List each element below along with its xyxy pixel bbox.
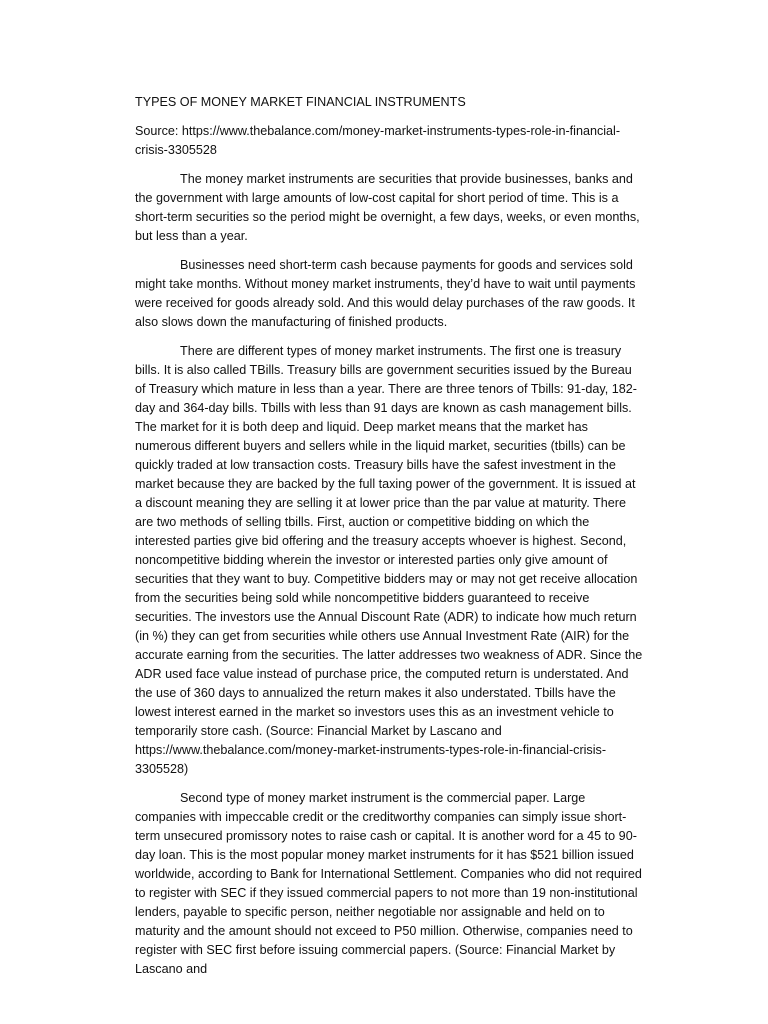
- document-title: TYPES OF MONEY MARKET FINANCIAL INSTRUMENTS: [135, 95, 466, 109]
- document-body: [135, 93, 643, 989]
- paragraph-intro: The money market instruments are securities that provide businesses, banks and the government with large amounts of low-cost capital for short period of time. This is a short-term securities so the period might be overnight, a few days, weeks, or even months, but less than a year.: [135, 172, 640, 243]
- paragraph-commercial-paper: Second type of money market instrument is the commercial paper. Large companies with impeccable credit or the creditworthy companies can simply issue short-term unsecured promissory notes to raise cash or capital. It is another word for a 45 to 90-day loan. This is the most popular money market instruments for it has $521 billion issued worldwide, according to Bank for International Settlement. Companies who did not required to register with SEC if they issued commercial papers to not more than 19 non-institutional lenders, payable to specific person, neither negotiable nor assignable and held on to maturity and the amount should not exceed to P50 million. Otherwise, companies need to register with SEC first before issuing commercial papers. (Source: Financial Market by Lascano and: [135, 791, 642, 976]
- paragraph-short-term-cash: Businesses need short-term cash because payments for goods and services sold might take months. Without money market instruments, they’d have to wait until payments were received for goods already sold. And this would delay purchases of the raw goods. It also slows down the manufacturing of finished products.: [135, 258, 636, 329]
- paragraph-treasury-bills: There are different types of money market instruments. The first one is treasury bills. It is also called TBills. Treasury bills are government securities issued by the Bureau of Treasury which mature in less than a year. There are three tenors of Tbills: 91-day, 182-day and 364-day bills. Tbills with less than 91 days are known as cash management bills. The market for it is both deep and liquid. Deep market means that the market has numerous different buyers and sellers while in the liquid market, securities (tbills) can be quickly traded at low transaction costs. Treasury bills have the safest investment in the market because they are backed by the full taxing power of the government. It is issued at a discount meaning they are selling it at lower price than the par value at maturity. There are two methods of selling tbills. First, auction or competitive bidding on which the interested parties give bid offering and the treasury accepts whoever is highest. Second, noncompetitive bidding wherein the investor or interested parties only give amount of securities that they want to buy. Competitive bidders may or may not get receive allocation from the securities being sold while noncompetitive bidders guaranteed to receive securities. The investors use the Annual Discount Rate (ADR) to indicate how much return (in %) they can get from securities while others use Annual Investment Rate (AIR) for the accurate earning from the securities. The latter addresses two weakness of ADR. Since the ADR used face value instead of purchase price, the computed return is understated. And the use of 360 days to annualized the return makes it also understated. Tbills have the lowest interest earned in the market so investors uses this as an investment vehicle to temporarily store cash. (Source: Financial Market by Lascano and https://www.thebalance.com/money-market-instruments-types-role-in-financial-crisis-3305528): [135, 344, 643, 776]
- source-line: Source: https://www.thebalance.com/money-market-instruments-types-role-in-financial-crisis-3305528: [135, 124, 621, 157]
